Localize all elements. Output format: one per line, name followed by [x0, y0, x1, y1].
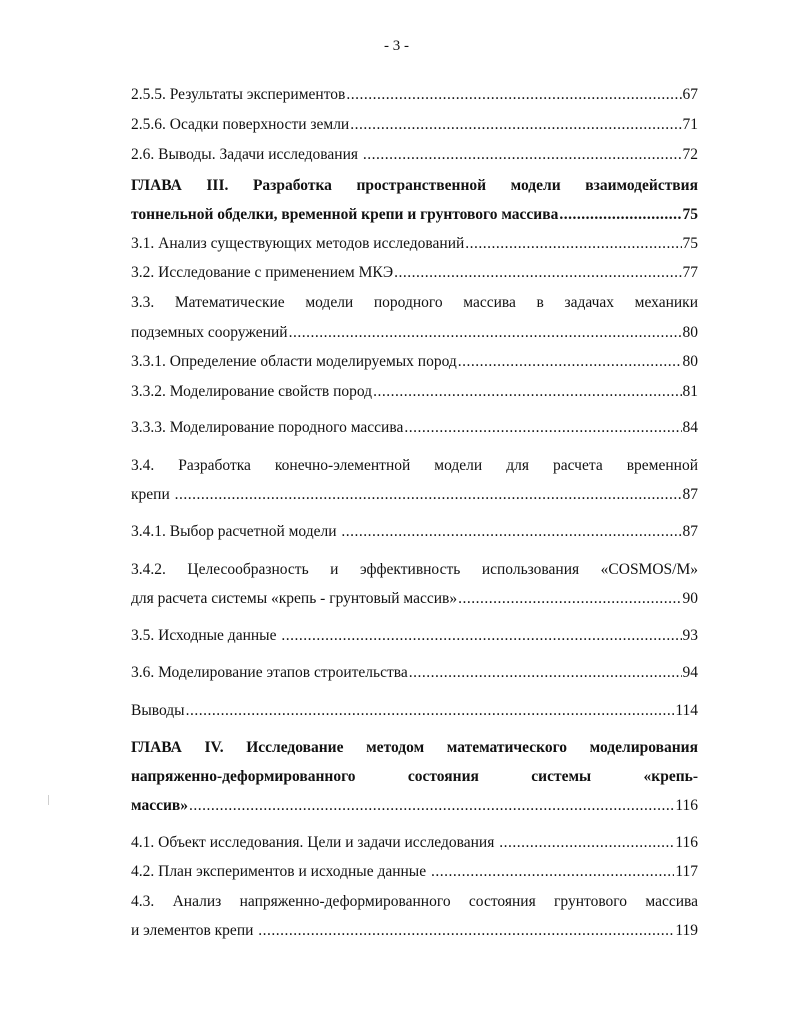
toc-entry-title: и элементов крепи	[131, 922, 258, 939]
dot-leader	[409, 663, 682, 683]
toc-entry-page: 116	[675, 834, 698, 851]
toc-entry-multiline: 3.3. Математические модели породного массива в задачах механики	[131, 294, 698, 311]
toc-entry-page: 80	[682, 353, 698, 370]
toc-entry-page: 81	[682, 383, 698, 400]
toc-entry	[131, 145, 698, 165]
dot-leader	[458, 352, 682, 372]
chapter-4-heading-end	[131, 796, 698, 816]
dot-leader	[559, 205, 681, 225]
dot-leader	[175, 485, 682, 505]
toc-entry-title: 4.2. План экспериментов и исходные данные	[131, 863, 430, 880]
toc-entry-multiline: 3.4. Разработка конечно-элементной модели для расчета временной	[131, 457, 698, 474]
dot-leader	[258, 921, 674, 941]
toc-entry-page: 93	[682, 627, 698, 644]
toc-entry-multiline: 4.3. Анализ напряженно-деформированного состояния грунтового массива	[131, 893, 698, 910]
dot-leader	[373, 382, 681, 402]
toc-entry-title: 3.3.2. Моделирование свойств пород	[131, 383, 373, 400]
dot-leader	[189, 796, 674, 816]
toc-entry-title: Выводы	[131, 702, 185, 719]
toc-entry	[131, 382, 698, 402]
toc-entry-page: 77	[682, 264, 698, 281]
toc-entry-title: 3.4.1. Выбор расчетной модели	[131, 523, 341, 540]
toc-entry-page: 114	[675, 702, 698, 719]
toc-entry-page: 67	[682, 86, 698, 103]
toc-entry-title: 3.1. Анализ существующих методов исследований	[131, 235, 465, 252]
dot-leader	[499, 833, 674, 853]
toc-entry-page: 75	[682, 235, 698, 252]
dot-leader	[346, 85, 681, 105]
dot-leader	[458, 589, 681, 609]
toc-entry-page: 72	[682, 146, 698, 163]
toc-entry-page: 71	[682, 116, 698, 133]
toc-entry-title: 2.5.5. Результаты экспериментов	[131, 86, 346, 103]
toc-entry-title: 3.3.3. Моделирование породного массива	[131, 419, 404, 436]
toc-entry	[131, 418, 698, 438]
toc-entry	[131, 522, 698, 542]
toc-entry-page: 117	[675, 863, 698, 880]
toc-entry-page: 90	[682, 590, 698, 607]
toc-entry	[131, 352, 698, 372]
chapter-4-heading: ГЛАВА IV. Исследование методом математического моделирования	[131, 739, 698, 756]
toc-entry	[131, 115, 698, 135]
scan-margin-mark	[48, 795, 49, 805]
toc-entry	[131, 663, 698, 683]
toc-entry-multiline: 3.4.2. Целесообразность и эффективность использования «COSMOS/M»	[131, 561, 698, 578]
toc-entry-page: 119	[675, 922, 698, 939]
toc-entry-page: 116	[675, 797, 698, 814]
toc-entry-page: 87	[682, 523, 698, 540]
dot-leader	[404, 418, 681, 438]
toc-entry-title: массив»	[131, 797, 189, 814]
toc-entry-title: 3.6. Моделирование этапов строительства	[131, 664, 408, 681]
toc-entry	[131, 263, 698, 283]
toc-entry	[131, 833, 698, 853]
toc-entry-title: 3.3.1. Определение области моделируемых пород	[131, 353, 457, 370]
toc-entry-page: 75	[682, 206, 698, 223]
toc-entry-title: тоннельной обделки, временной крепи и грунтового массива	[131, 206, 559, 223]
toc-entry	[131, 921, 698, 941]
toc-entry-title: для расчета системы «крепь - грунтовый массив»	[131, 590, 458, 607]
toc-entry-page: 80	[682, 324, 698, 341]
toc-entry-title: крепи	[131, 486, 174, 503]
toc-entry	[131, 862, 698, 882]
dot-leader	[289, 323, 682, 343]
toc-entry	[131, 589, 698, 609]
toc-entry-page: 84	[682, 419, 698, 436]
toc-entry-title: подземных сооружений	[131, 324, 288, 341]
toc-entry-page: 87	[682, 486, 698, 503]
dot-leader	[394, 263, 681, 283]
toc-entry	[131, 626, 698, 646]
dot-leader	[281, 626, 681, 646]
toc-entry	[131, 85, 698, 105]
toc-entry	[131, 323, 698, 343]
toc-entry	[131, 701, 698, 721]
dot-leader	[431, 862, 674, 882]
dot-leader	[465, 234, 681, 254]
chapter-4-heading-cont: напряженно-деформированного состояния системы «крепь-	[131, 768, 698, 785]
toc-entry	[131, 485, 698, 505]
toc-entry-page: 94	[682, 664, 698, 681]
chapter-3-heading: ГЛАВА III. Разработка пространственной модели взаимодействия	[131, 177, 698, 194]
dot-leader	[363, 145, 682, 165]
toc-entry-title: 3.2. Исследование с применением МКЭ	[131, 264, 394, 281]
toc-entry	[131, 234, 698, 254]
toc-entry-title: 4.1. Объект исследования. Цели и задачи исследования	[131, 834, 499, 851]
toc-entry-title: 2.5.6. Осадки поверхности земли	[131, 116, 350, 133]
page-number: - 3 -	[384, 38, 409, 54]
dot-leader	[350, 115, 681, 135]
toc-entry-title: 2.6. Выводы. Задачи исследования	[131, 146, 362, 163]
toc-entry-title: 3.5. Исходные данные	[131, 627, 281, 644]
dot-leader	[186, 701, 675, 721]
chapter-3-heading-cont	[131, 205, 698, 225]
dot-leader	[341, 522, 681, 542]
